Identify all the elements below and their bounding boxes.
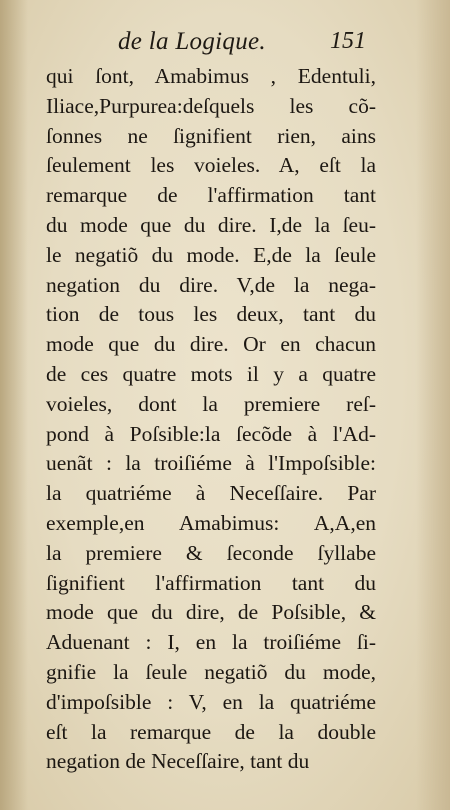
text-line: de ces quatre mots il y a quatre [46,361,376,386]
text-line: negation de Neceſſaire, tant du [46,749,310,774]
text-line: mode que du dire. Or en chacun [46,332,376,357]
text-line: ſeulement les voieles. A, eſt la [46,153,376,178]
text-line: du mode que du dire. I,de la ſeu- [46,212,376,237]
running-head: de la Logique. [118,28,266,55]
text-line: ſignifient l'affirmation tant du [46,570,376,595]
text-line: le negatiõ du mode. E,de la ſeule [46,242,376,267]
text-line: mode que du dire, de Poſsible, & [46,600,376,625]
text-line: exemple,en Amabimus: A,A,en [46,510,376,535]
text-line: eſt la remarque de la double [46,719,376,744]
page-header [0,26,450,60]
text-line: pond à Poſsible:la ſecõde à l'Ad- [46,421,376,446]
text-line: tion de tous les deux, tant du [46,302,376,327]
text-line: negation du dire. V,de la nega- [46,272,376,297]
page-number: 151 [330,28,366,54]
text-line: ſonnes ne ſignifient rien, ains [46,123,376,148]
text-line: la premiere & ſeconde ſyllabe [46,540,376,565]
body-text [46,62,376,777]
text-line: remarque de l'affirmation tant [46,183,376,208]
text-line: qui ſont, Amabimus , Edentuli, [46,64,376,88]
text-line: gnifie la ſeule negatiõ du mode, [46,659,376,684]
text-line: Aduenant : I, en la troiſiéme ſi- [46,630,376,655]
text-line: uenãt : la troiſiéme à l'Impoſsible: [46,451,376,476]
text-line: d'impoſsible : V, en la quatriéme [46,689,376,714]
text-line: la quatriéme à Neceſſaire. Par [46,481,376,506]
text-line: voieles, dont la premiere reſ- [46,391,376,416]
text-line: Iliace,Purpurea:deſquels les cõ- [46,93,376,118]
